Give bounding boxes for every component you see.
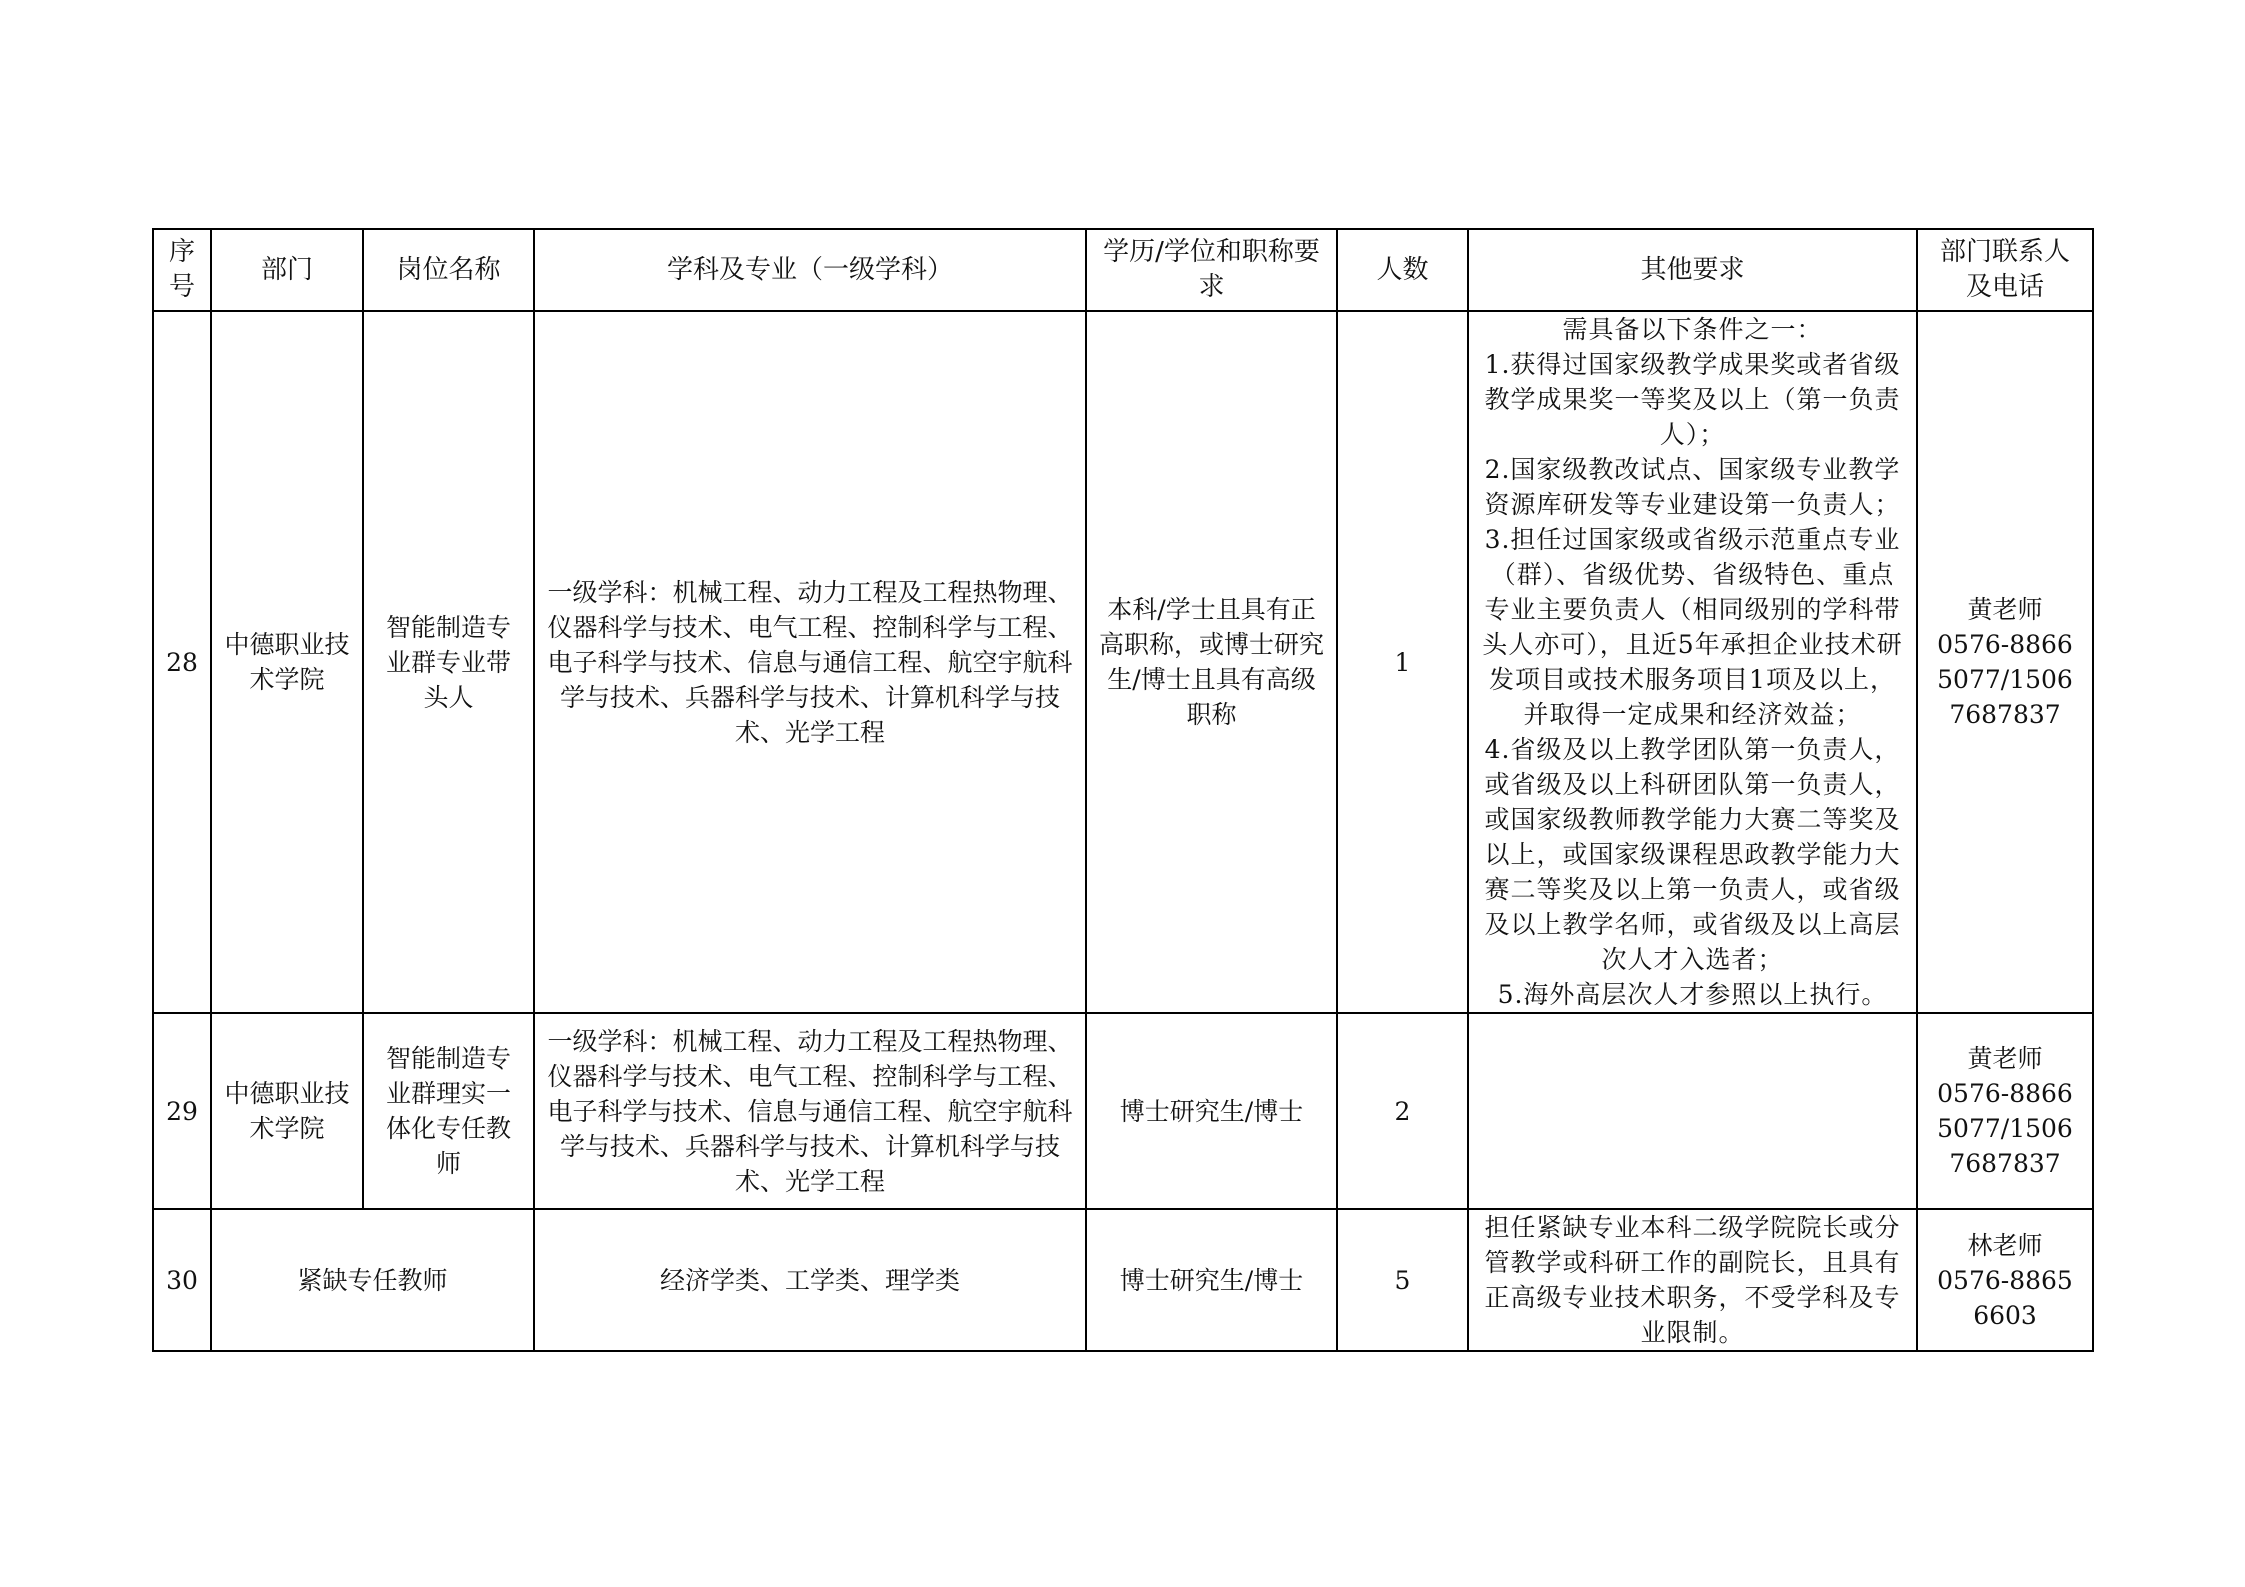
header-count: 人数	[1337, 229, 1468, 311]
header-subject: 学科及专业（一级学科）	[534, 229, 1086, 311]
row-contact	[1917, 1209, 2093, 1351]
table-row	[153, 311, 2093, 1013]
row-education: 博士研究生/博士	[1086, 1013, 1337, 1209]
row-seq: 30	[153, 1209, 211, 1351]
table-row	[153, 1013, 2093, 1209]
contact-phone: 0576-88656603	[1937, 1265, 2073, 1330]
row-seq: 28	[153, 311, 211, 1013]
row-contact	[1917, 1013, 2093, 1209]
contact-name: 黄老师	[1967, 1044, 2043, 1073]
requirement-line: 5.海外高层次人才参照以上执行。	[1497, 980, 1888, 1009]
row-count: 2	[1337, 1013, 1468, 1209]
row-education: 博士研究生/博士	[1086, 1209, 1337, 1351]
requirement-line: 需具备以下条件之一：	[1562, 315, 1823, 344]
requirement-line: 1.获得过国家级教学成果奖或者省级教学成果奖一等奖及以上（第一负责人）；	[1484, 350, 1901, 449]
row-dept: 中德职业技术学院	[211, 1013, 363, 1209]
row-count: 5	[1337, 1209, 1468, 1351]
row-position: 智能制造专业群专业带头人	[363, 311, 534, 1013]
contact-phone: 0576-88665077/15067687837	[1937, 1079, 2073, 1178]
contact-name: 林老师	[1967, 1230, 2043, 1260]
table-header-row	[153, 229, 2093, 311]
row-dept-position: 紧缺专任教师	[211, 1209, 534, 1351]
recruitment-table	[152, 228, 2094, 1352]
contact-phone: 0576-88665077/15067687837	[1937, 630, 2073, 729]
row-subject: 一级学科：机械工程、动力工程及工程热物理、仪器科学与技术、电气工程、控制科学与工程、电子科学与技术、信息与通信工程、航空宇航科学与技术、兵器科学与技术、计算机科学与技术、光学工程	[534, 1013, 1086, 1209]
row-seq: 29	[153, 1013, 211, 1209]
row-education: 本科/学士且具有正高职称，或博士研究生/博士且具有高级职称	[1086, 311, 1337, 1013]
header-education: 学历/学位和职称要求	[1086, 229, 1337, 311]
row-contact	[1917, 311, 2093, 1013]
header-contact: 部门联系人及电话	[1917, 229, 2093, 311]
contact-name: 黄老师	[1967, 595, 2043, 624]
row-other-requirements	[1468, 1013, 1917, 1209]
row-position: 智能制造专业群理实一体化专任教师	[363, 1013, 534, 1209]
row-subject: 一级学科：机械工程、动力工程及工程热物理、仪器科学与技术、电气工程、控制科学与工程、电子科学与技术、信息与通信工程、航空宇航科学与技术、兵器科学与技术、计算机科学与技术、光学工程	[534, 311, 1086, 1013]
requirement-line: 3.担任过国家级或省级示范重点专业（群）、省级优势、省级特色、重点专业主要负责人（相同级别的学科带头人亦可），且近5年承担企业技术研发项目或技术服务项目1项及以上，并取得一定成果和经济效益；	[1482, 525, 1903, 729]
row-other-requirements	[1468, 311, 1917, 1013]
row-subject: 经济学类、工学类、理学类	[534, 1209, 1086, 1351]
header-position: 岗位名称	[363, 229, 534, 311]
requirement-line: 4.省级及以上教学团队第一负责人，或省级及以上科研团队第一负责人，或国家级教师教学能力大赛二等奖及以上，或国家级课程思政教学能力大赛二等奖及以上第一负责人，或省级及以上教学名师，或省级及以上高层次人才入选者；	[1484, 735, 1901, 974]
header-seq: 序号	[153, 229, 211, 311]
header-other: 其他要求	[1468, 229, 1917, 311]
table-row	[153, 1209, 2093, 1351]
row-other-requirements: 担任紧缺专业本科二级学院院长或分管教学或科研工作的副院长，且具有正高级专业技术职务，不受学科及专业限制。	[1468, 1209, 1917, 1351]
header-dept: 部门	[211, 229, 363, 311]
row-dept: 中德职业技术学院	[211, 311, 363, 1013]
requirement-line: 2.国家级教改试点、国家级专业教学资源库研发等专业建设第一负责人；	[1484, 455, 1901, 519]
row-count: 1	[1337, 311, 1468, 1013]
